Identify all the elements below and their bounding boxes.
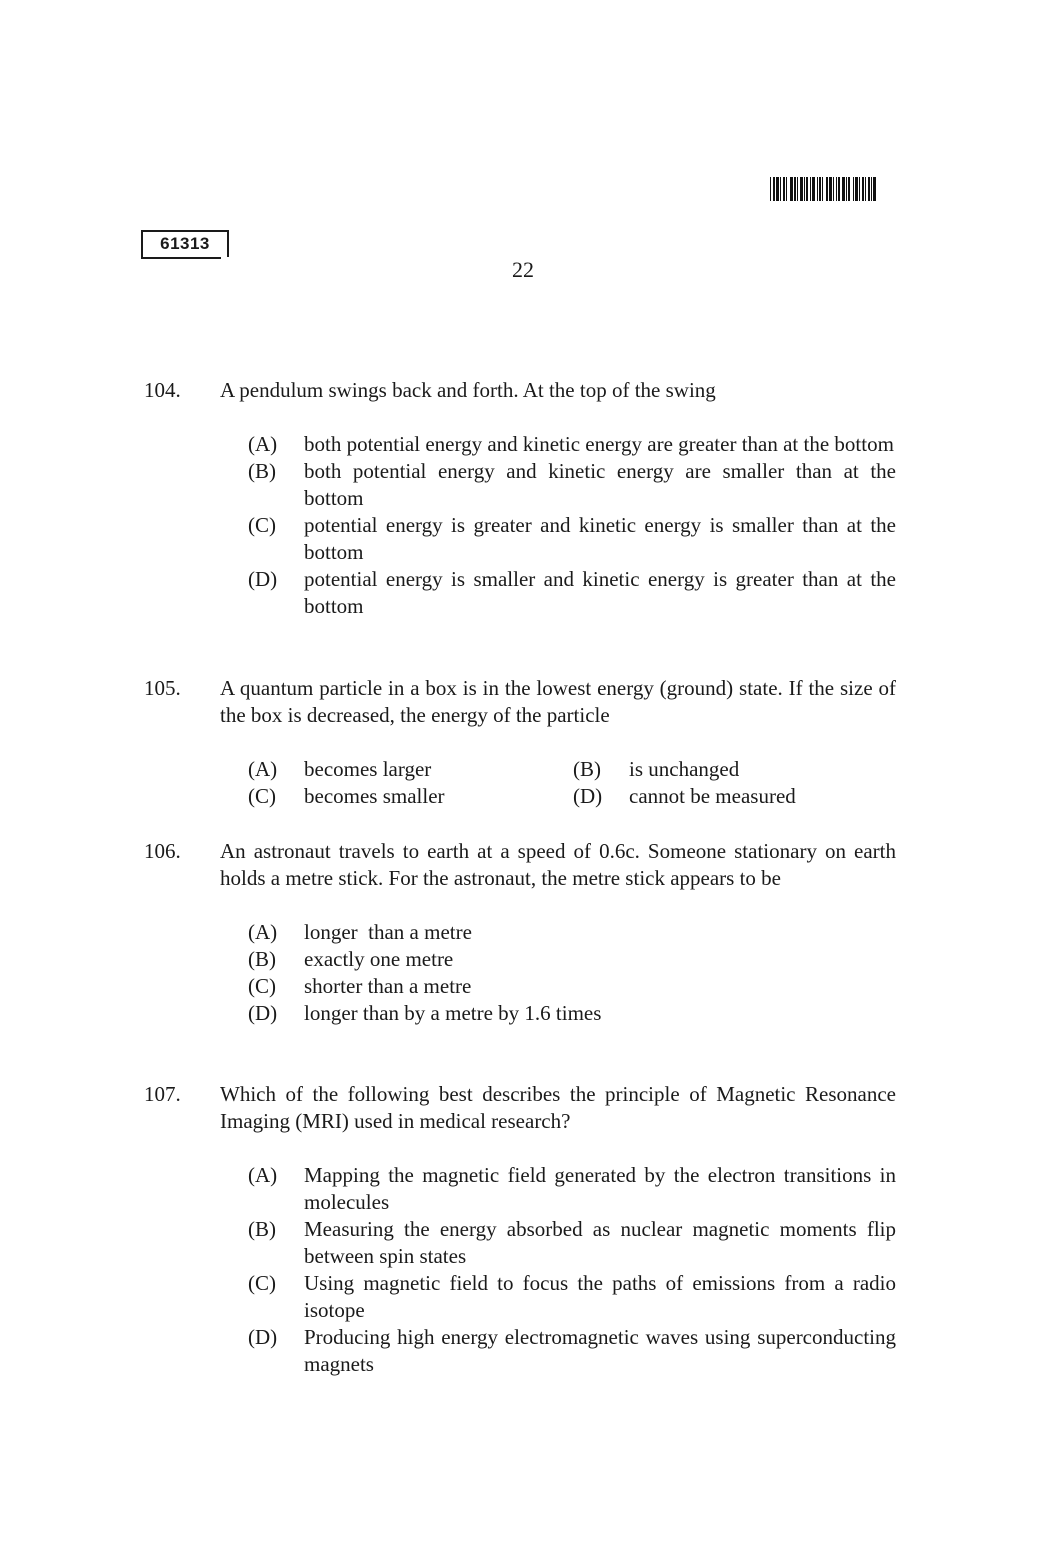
option-label: (A) — [248, 432, 278, 456]
option-label: (D) — [248, 1001, 278, 1025]
option-c — [248, 1270, 896, 1324]
option-d — [248, 1000, 896, 1027]
option-text: cannot be measured — [629, 784, 796, 808]
option-label: (A) — [248, 1163, 278, 1187]
option-text: Mapping the magnetic field generated by the electron transitions in molecules — [304, 1163, 896, 1214]
option-text: potential energy is greater and kinetic energy is smaller than at the bottom — [304, 513, 896, 564]
option-text: Measuring the energy absorbed as nuclear magnetic moments flip between spin states — [304, 1217, 896, 1268]
options-list — [248, 919, 896, 1027]
option-a — [248, 431, 896, 458]
question-number: 104. — [144, 378, 181, 402]
options-list — [248, 431, 896, 620]
option-label: (B) — [248, 459, 276, 483]
option-label: (B) — [248, 947, 276, 971]
option-text: is unchanged — [629, 757, 740, 781]
option-text: longer than a metre — [304, 920, 472, 944]
option-label: (C) — [248, 974, 276, 998]
option-text: both potential energy and kinetic energy are greater than at the bottom — [304, 432, 894, 456]
option-label: (D) — [573, 784, 603, 808]
option-b — [573, 756, 873, 783]
option-label: (B) — [248, 1217, 276, 1241]
option-text: becomes larger — [304, 757, 432, 781]
option-label: (C) — [248, 513, 276, 537]
option-d — [573, 783, 873, 810]
option-text: longer than by a metre by 1.6 times — [304, 1001, 602, 1025]
page-number: 22 — [512, 257, 534, 282]
option-text: shorter than a metre — [304, 974, 472, 998]
question-105 — [144, 675, 896, 810]
question-text: Which of the following best describes the principle of Magnetic Resonance Imaging (MRI) used in medical research? — [220, 1082, 896, 1133]
question-text: A quantum particle in a box is in the lowest energy (ground) state. If the size of the box is decreased, the energy of the particle — [220, 676, 896, 727]
question-text: A pendulum swings back and forth. At the top of the swing — [220, 378, 716, 402]
options-list — [248, 1162, 896, 1378]
question-104 — [144, 377, 896, 620]
question-106 — [144, 838, 896, 1027]
question-number: 107. — [144, 1082, 181, 1106]
option-d — [248, 1324, 896, 1378]
options-grid — [248, 756, 896, 810]
option-text: Using magnetic field to focus the paths of emissions from a radio isotope — [304, 1271, 896, 1322]
question-107 — [144, 1081, 896, 1378]
paper-code-box: 61313 — [141, 230, 229, 257]
question-number: 105. — [144, 676, 181, 700]
question-text: An astronaut travels to earth at a speed of 0.6c. Someone stationary on earth holds a metre stick. For the astronaut, the metre stick appears to be — [220, 839, 896, 890]
option-text: potential energy is smaller and kinetic energy is greater than at the bottom — [304, 567, 896, 618]
option-label: (A) — [248, 757, 278, 781]
option-label: (B) — [573, 757, 601, 781]
option-c — [248, 783, 573, 810]
barcode — [770, 177, 908, 201]
option-label: (D) — [248, 567, 278, 591]
option-a — [248, 756, 573, 783]
option-c — [248, 973, 896, 1000]
option-b — [248, 1216, 896, 1270]
option-b — [248, 458, 896, 512]
question-number: 106. — [144, 839, 181, 863]
option-label: (C) — [248, 784, 276, 808]
option-label: (D) — [248, 1325, 278, 1349]
option-b — [248, 946, 896, 973]
option-text: exactly one metre — [304, 947, 454, 971]
option-text: becomes smaller — [304, 784, 445, 808]
option-text: both potential energy and kinetic energy are smaller than at the bottom — [304, 459, 896, 510]
option-label: (C) — [248, 1271, 276, 1295]
option-text: Producing high energy electromagnetic waves using superconducting magnets — [304, 1325, 896, 1376]
option-c — [248, 512, 896, 566]
option-a — [248, 1162, 896, 1216]
option-label: (A) — [248, 920, 278, 944]
option-a — [248, 919, 896, 946]
option-d — [248, 566, 896, 620]
